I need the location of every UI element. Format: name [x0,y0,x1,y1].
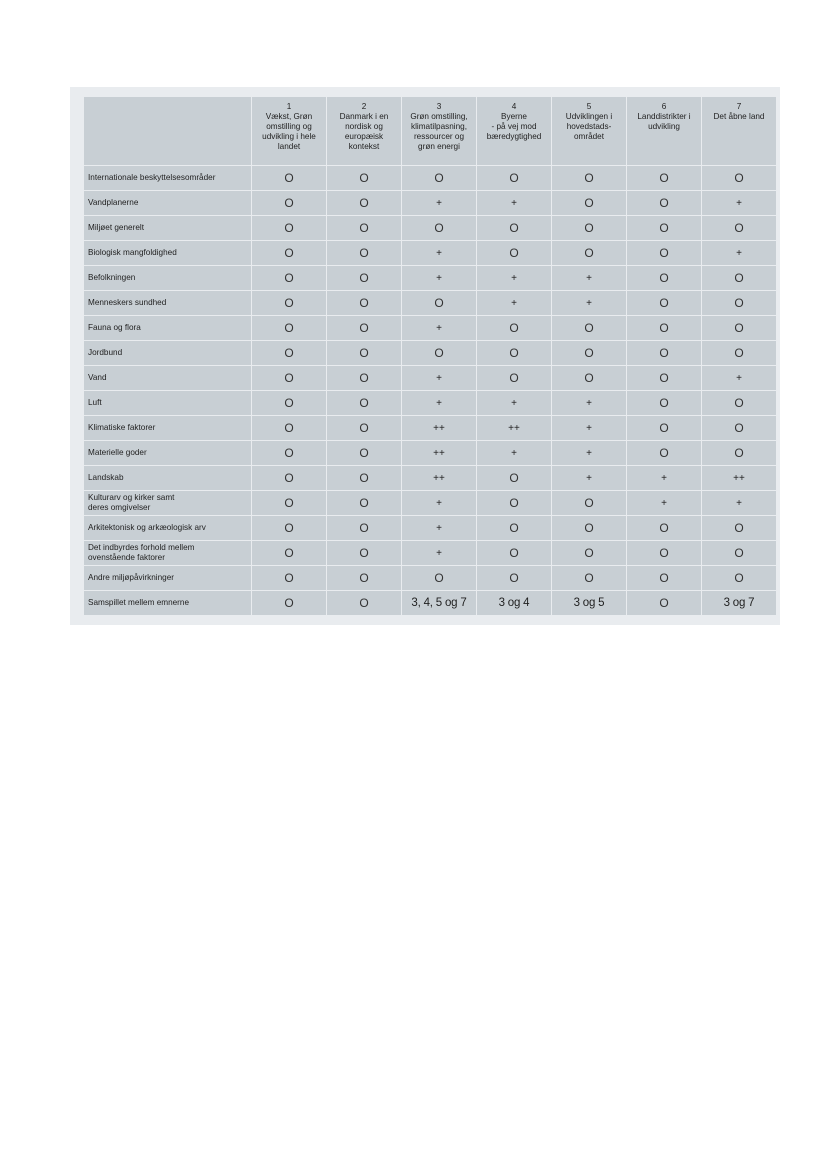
table-cell: O [552,241,626,265]
table-cell: O [552,166,626,190]
table-cell: O [252,341,326,365]
table-cell: + [702,191,776,215]
table-cell: O [327,216,401,240]
table-cell: + [627,466,701,490]
column-title: Grøn omstilling, klimatilpasning, ressourcer og grøn energi [410,112,468,151]
table-cell: O [402,166,476,190]
table-cell: 3, 4, 5 og 7 [402,591,476,615]
column-header [552,97,626,165]
table-cell: + [552,266,626,290]
row-label: Materielle goder [84,441,251,465]
table-cell: O [327,491,401,515]
row-label: Menneskers sundhed [84,291,251,315]
table-cell: O [702,166,776,190]
table-cell: ++ [402,441,476,465]
table-cell: O [402,216,476,240]
column-number: 1 [286,102,292,111]
table-cell: O [252,466,326,490]
row-label: Landskab [84,466,251,490]
table-cell: + [402,366,476,390]
table-cell: ++ [702,466,776,490]
table-cell: O [327,316,401,340]
table-cell: O [477,241,551,265]
table-cell: + [552,416,626,440]
row-label: Befolkningen [84,266,251,290]
table-cell: O [477,491,551,515]
assessment-table [84,97,769,615]
table-cell: O [627,591,701,615]
table-cell: O [702,291,776,315]
row-label: Vandplanerne [84,191,251,215]
column-number: 4 [511,102,517,111]
table-cell: O [627,191,701,215]
table-cell: + [402,191,476,215]
table-cell: O [327,241,401,265]
table-cell: O [477,316,551,340]
table-cell: + [552,391,626,415]
table-cell: O [702,566,776,590]
table-cell: O [327,466,401,490]
column-header [477,97,551,165]
table-cell: O [477,516,551,540]
table-cell: O [552,516,626,540]
column-header [327,97,401,165]
column-title: Det åbne land [713,112,765,121]
column-header [252,97,326,165]
table-cell: O [477,566,551,590]
row-label: Arkitektonisk og arkæologisk arv [84,516,251,540]
row-label: Internationale beskyttelsesområder [84,166,251,190]
table-cell: O [327,341,401,365]
table-cell: + [552,441,626,465]
table-cell: O [327,416,401,440]
table-cell: + [402,241,476,265]
table-cell: O [702,441,776,465]
table-cell: O [327,266,401,290]
table-cell: ++ [402,466,476,490]
column-header [702,97,776,165]
table-cell: + [402,541,476,565]
table-cell: O [552,566,626,590]
table-cell: + [702,491,776,515]
table-cell: O [252,191,326,215]
table-cell: O [252,391,326,415]
table-cell: O [552,341,626,365]
table-cell: + [702,241,776,265]
column-title: Vækst, Grøn omstilling og udvikling i hele landet [262,112,316,151]
column-title: Danmark i en nordisk og europæisk kontekst [339,112,389,151]
table-corner-cell [84,97,251,165]
table-cell: 3 og 7 [702,591,776,615]
table-cell: O [552,491,626,515]
table-cell: + [477,266,551,290]
table-cell: + [477,191,551,215]
row-label: Jordbund [84,341,251,365]
row-label: Luft [84,391,251,415]
table-cell: O [627,241,701,265]
table-cell: + [402,491,476,515]
table-cell: + [477,391,551,415]
table-cell: O [327,516,401,540]
row-label: Miljøet generelt [84,216,251,240]
row-label: Det indbyrdes forhold mellem ovenstående faktorer [84,541,251,565]
row-label: Samspillet mellem emnerne [84,591,251,615]
table-cell: O [252,166,326,190]
table-cell: O [627,291,701,315]
table-cell: O [477,541,551,565]
table-panel [70,87,780,625]
table-cell: O [327,441,401,465]
table-cell: O [252,366,326,390]
table-cell: O [477,341,551,365]
row-label: Biologisk mangfoldighed [84,241,251,265]
table-cell: O [627,341,701,365]
table-cell: + [552,466,626,490]
table-cell: O [327,191,401,215]
table-cell: ++ [477,416,551,440]
table-cell: O [252,291,326,315]
table-cell: O [552,316,626,340]
table-cell: O [702,266,776,290]
row-label: Klimatiske faktorer [84,416,251,440]
table-cell: O [327,566,401,590]
table-cell: + [402,316,476,340]
table-cell: O [552,366,626,390]
table-cell: O [252,441,326,465]
table-cell: O [627,541,701,565]
table-cell: O [252,216,326,240]
row-label: Vand [84,366,251,390]
table-cell: O [252,316,326,340]
table-cell: O [252,516,326,540]
table-cell: 3 og 4 [477,591,551,615]
table-cell: + [627,491,701,515]
table-cell: O [252,541,326,565]
table-cell: O [702,391,776,415]
row-label: Fauna og flora [84,316,251,340]
table-cell: O [627,316,701,340]
table-cell: O [252,566,326,590]
table-cell: O [552,191,626,215]
column-header [402,97,476,165]
table-cell: O [627,416,701,440]
table-cell: O [327,166,401,190]
column-title: Byerne - på vej mod bæredygtighed [486,112,542,141]
table-cell: O [552,216,626,240]
table-cell: O [702,416,776,440]
table-cell: + [477,291,551,315]
column-number: 3 [436,102,442,111]
table-cell: O [627,391,701,415]
table-cell: + [402,266,476,290]
table-cell: O [327,366,401,390]
table-cell: O [327,291,401,315]
table-cell: O [627,366,701,390]
table-cell: O [327,591,401,615]
table-cell: + [477,441,551,465]
column-title: Landdistrikter i udvikling [637,112,691,131]
table-cell: O [477,166,551,190]
table-cell: O [402,341,476,365]
table-cell: O [627,266,701,290]
table-cell: O [402,566,476,590]
row-label: Andre miljøpåvirkninger [84,566,251,590]
table-cell: O [327,391,401,415]
table-cell: O [702,216,776,240]
table-cell: O [627,516,701,540]
table-cell: O [252,491,326,515]
table-cell: O [702,341,776,365]
column-number: 5 [586,102,592,111]
table-cell: O [627,441,701,465]
table-cell: O [702,516,776,540]
table-cell: O [327,541,401,565]
table-cell: O [477,466,551,490]
table-cell: O [627,566,701,590]
table-cell: + [552,291,626,315]
table-cell: O [402,291,476,315]
row-label: Kulturarv og kirker samt deres omgivelser [84,491,251,515]
table-cell: O [702,541,776,565]
table-cell: O [252,241,326,265]
table-cell: O [552,541,626,565]
table-cell: + [402,391,476,415]
column-number: 6 [661,102,667,111]
table-cell: O [477,216,551,240]
table-cell: O [627,216,701,240]
table-cell: + [702,366,776,390]
column-number: 2 [361,102,367,111]
table-cell: O [477,366,551,390]
table-cell: + [402,516,476,540]
table-cell: O [702,316,776,340]
column-number: 7 [736,102,742,111]
table-cell: O [252,591,326,615]
table-cell: 3 og 5 [552,591,626,615]
table-cell: ++ [402,416,476,440]
column-header [627,97,701,165]
column-title: Udviklingen i hovedstads- området [565,112,613,141]
table-cell: O [627,166,701,190]
table-cell: O [252,266,326,290]
table-cell: O [252,416,326,440]
